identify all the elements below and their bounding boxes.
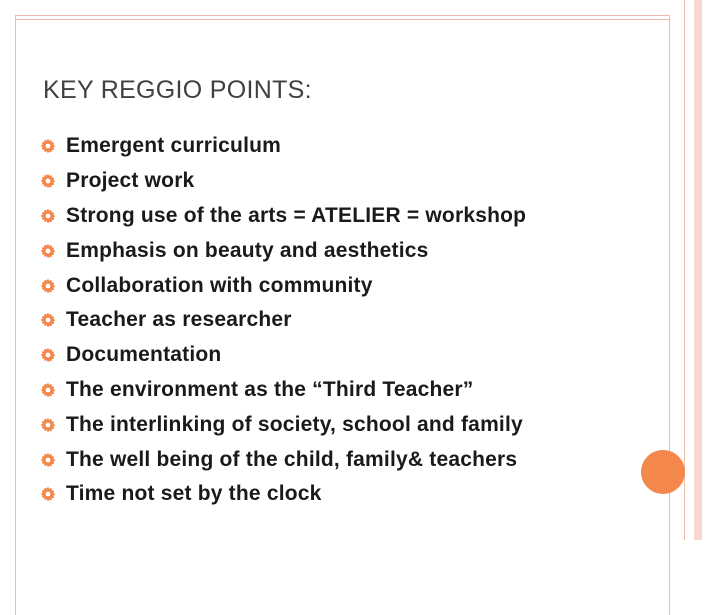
- bullet-item: [40, 164, 526, 199]
- bullet-item: [40, 233, 526, 268]
- bullet-text: Strong use of the arts = ATELIER = workshop: [66, 203, 527, 227]
- gear-icon: [40, 278, 56, 294]
- bullet-text: Project work: [66, 169, 195, 193]
- bullet-item: [40, 268, 526, 303]
- slide-title: KEY REGGIO POINTS:: [43, 76, 312, 104]
- bullet-text: The environment as the “Third Teacher”: [66, 377, 474, 401]
- bullet-item: [40, 338, 526, 373]
- bullet-item: [40, 129, 526, 164]
- gear-icon: [40, 312, 56, 328]
- bullet-item: [40, 303, 526, 338]
- gear-icon: [40, 382, 56, 398]
- gear-icon: [40, 347, 56, 363]
- right-border-line: [684, 0, 685, 540]
- bullet-item: [40, 442, 526, 477]
- bullet-text: Documentation: [66, 343, 222, 367]
- gear-icon: [40, 243, 56, 259]
- gear-icon: [40, 417, 56, 433]
- gear-icon: [40, 452, 56, 468]
- bullet-text: Teacher as researcher: [66, 308, 292, 332]
- bullet-text: Emphasis on beauty and aesthetics: [66, 238, 429, 262]
- bullet-item: [40, 407, 526, 442]
- bullet-item: [40, 199, 526, 234]
- bullet-text: The well being of the child, family& teachers: [66, 447, 518, 471]
- gear-icon: [40, 138, 56, 154]
- gear-icon: [40, 486, 56, 502]
- bullet-text: Emergent curriculum: [66, 134, 282, 158]
- bullet-item: [40, 477, 526, 512]
- bullet-text: The interlinking of society, school and family: [66, 412, 523, 436]
- gear-icon: [40, 208, 56, 224]
- gear-icon: [40, 173, 56, 189]
- bullet-item: [40, 373, 526, 408]
- bullet-list: [40, 129, 526, 512]
- orange-circle-decoration: [641, 450, 685, 494]
- header-rule: [15, 19, 670, 20]
- bullet-text: Time not set by the clock: [66, 482, 322, 506]
- right-decorative-stripe: [694, 0, 702, 540]
- bullet-text: Collaboration with community: [66, 273, 373, 297]
